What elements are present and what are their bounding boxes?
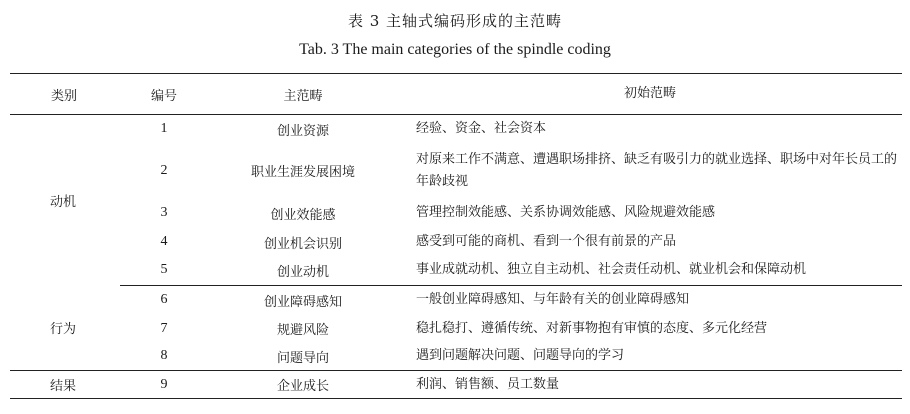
main-categories-table bbox=[10, 73, 902, 399]
table-row bbox=[10, 144, 902, 198]
category-cell: 结果 bbox=[10, 371, 120, 399]
number-cell: 8 bbox=[120, 343, 208, 371]
initial-category-cell: 一般创业障碍感知、与年龄有关的创业障碍感知 bbox=[416, 292, 690, 308]
table-caption-chinese: 表 3 主轴式编码形成的主范畴 bbox=[347, 12, 563, 30]
number-cell: 1 bbox=[160, 121, 168, 137]
number-cell: 3 bbox=[160, 205, 168, 220]
initial-category-cell: 感受到可能的商机、看到一个很有前景的产品 bbox=[416, 234, 677, 249]
main-category-cell: 创业机会识别 bbox=[263, 236, 342, 252]
table-row bbox=[10, 256, 902, 286]
initial-category-cell: 遇到问题解决问题、问题导向的学习 bbox=[398, 343, 902, 371]
header-main-category: 主范畴 bbox=[208, 74, 398, 115]
table-row bbox=[10, 343, 902, 371]
main-category-cell: 规避风险 bbox=[276, 323, 329, 338]
main-category-cell: 创业障碍感知 bbox=[263, 294, 342, 310]
category-cell: 动机 bbox=[50, 194, 77, 210]
initial-category-cell: 对原来工作不满意、遭遇职场排挤、缺乏有吸引力的就业选择、职场中对年长员工的年龄歧视 bbox=[416, 151, 898, 189]
initial-category-cell: 经验、资金、社会资本 bbox=[416, 121, 547, 137]
table-header-row bbox=[10, 74, 902, 115]
table-row bbox=[10, 198, 902, 229]
header-number: 编号 bbox=[120, 74, 208, 115]
main-category-cell: 问题导向 bbox=[208, 343, 398, 371]
table-row bbox=[10, 315, 902, 343]
initial-category-cell: 利润、销售额、员工数量 bbox=[398, 371, 902, 399]
main-category-cell: 创业动机 bbox=[208, 256, 398, 286]
number-cell: 5 bbox=[120, 256, 208, 286]
number-cell: 4 bbox=[160, 234, 168, 249]
table-row bbox=[10, 229, 902, 256]
main-category-cell: 创业效能感 bbox=[270, 207, 336, 223]
number-cell: 9 bbox=[120, 371, 208, 399]
initial-category-cell: 事业成就动机、独立自主动机、社会责任动机、就业机会和保障动机 bbox=[398, 256, 902, 286]
table-caption-english: Tab. 3 The main categories of the spindle coding bbox=[299, 41, 611, 58]
table-row bbox=[10, 371, 902, 399]
table-row bbox=[10, 286, 902, 315]
category-cell: 行为 bbox=[10, 286, 120, 371]
header-category: 类别 bbox=[10, 74, 120, 115]
main-category-cell: 职业生涯发展困境 bbox=[250, 165, 355, 180]
table-row bbox=[10, 115, 902, 144]
main-category-cell: 企业成长 bbox=[208, 371, 398, 399]
main-category-cell: 创业资源 bbox=[276, 123, 329, 139]
number-cell: 7 bbox=[160, 320, 168, 336]
number-cell: 2 bbox=[160, 162, 168, 178]
initial-category-cell: 稳扎稳打、遵循传统、对新事物抱有审慎的态度、多元化经营 bbox=[416, 320, 768, 336]
number-cell: 6 bbox=[160, 292, 168, 308]
initial-category-cell: 管理控制效能感、关系协调效能感、风险规避效能感 bbox=[416, 205, 716, 220]
header-initial-category: 初始范畴 bbox=[398, 74, 902, 115]
